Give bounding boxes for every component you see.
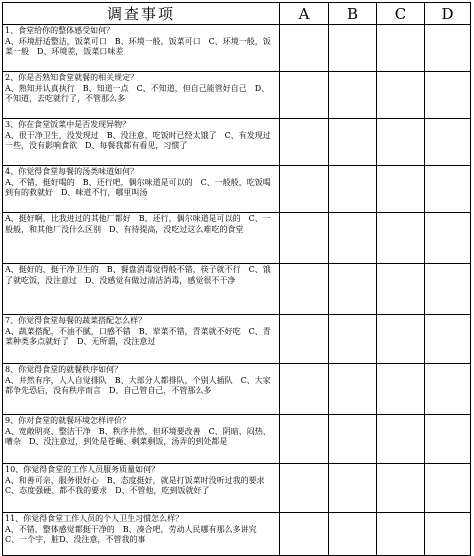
answer-cell-c[interactable] [377,25,425,72]
answer-cell-c[interactable] [377,315,425,364]
table-row [3,513,471,556]
table-row [3,364,471,415]
answer-cell-a[interactable] [280,364,329,415]
answer-cell-a[interactable] [280,513,329,556]
answer-cell-c[interactable] [377,213,425,264]
answer-cell-c[interactable] [377,264,425,315]
question-cell: 3、你在食堂饭菜中是否发现异物？ A、很干净卫生，没发现过 B、没注意，吃饭时已经太饿了 C、有发现过一些，没有影响食欲 D、每餐我都有看见，习惯了 [3,119,280,166]
column-header-c: C [377,3,425,25]
table-row [3,72,471,119]
table-row [3,315,471,364]
survey-table [2,2,471,556]
column-header-d: D [425,3,471,25]
table-row [3,166,471,213]
answer-cell-b[interactable] [329,119,377,166]
table-row [3,213,471,264]
answer-cell-b[interactable] [329,364,377,415]
answer-cell-a[interactable] [280,72,329,119]
table-row [3,119,471,166]
question-cell: 2、你是否熟知食堂就餐的相关规定？ A、熟知并认真执行 B、知道一点 C、不知道，但自己能管好自己 D、不知道，去吃就行了，不管那么多 [3,72,280,119]
question-cell: 11、你觉得食堂工作人员的个人卫生习惯怎么样？ A、不错，整体感觉都挺干净的 B、凑合吧，劳动人民哪有那么多讲究 C、一个字，脏D、没注意，不管我的事 [3,513,280,556]
answer-cell-d[interactable] [425,264,471,315]
answer-cell-c[interactable] [377,415,425,464]
answer-cell-b[interactable] [329,513,377,556]
question-cell: 4、你觉得食堂每餐的汤类味道如何？ A、不错，挺好喝的 B、还行吧，偶尔味道是可以的 C、一般般，吃饭喝到有的救就好 D、味道不行，哪里叫汤 [3,166,280,213]
answer-cell-b[interactable] [329,415,377,464]
answer-cell-d[interactable] [425,166,471,213]
answer-cell-d[interactable] [425,415,471,464]
answer-cell-a[interactable] [280,264,329,315]
table-row [3,25,471,72]
answer-cell-d[interactable] [425,25,471,72]
answer-cell-b[interactable] [329,72,377,119]
answer-cell-b[interactable] [329,464,377,513]
header-row [3,3,471,25]
answer-cell-b[interactable] [329,166,377,213]
answer-cell-d[interactable] [425,364,471,415]
answer-cell-c[interactable] [377,513,425,556]
answer-cell-d[interactable] [425,119,471,166]
table-row [3,415,471,464]
question-cell: 9、你对食堂的就餐环境怎样评价？ A、宽敞明亮、整洁干净 B、秩序井然，但环境要改善 C、阴暗、闷热、嘈杂 D、没注意过，到处是苍蝇、剩菜剩饭，汤弄的到处都是 [3,415,280,464]
answer-cell-b[interactable] [329,264,377,315]
column-header-b: B [329,3,377,25]
answer-cell-a[interactable] [280,213,329,264]
answer-cell-d[interactable] [425,72,471,119]
table-row [3,464,471,513]
question-cell: 10、你觉得食堂的工作人员服务质量如何？ A、和善可亲，服务很好心 B、态度挺好，就是打饭菜时没听过我的要求 C、态度强硬、都不我的要求 D、不管他，吃到饭就好了 [3,464,280,513]
question-cell: A、挺好啊，比我进过的其他厂都好 B、还行，偶尔味道是可以的 C、一般般，和其他厂没什么区别 D、有待提高，没吃过这么难吃的食堂 [3,213,280,264]
survey-title: 调查事项 [3,3,280,25]
column-header-a: A [280,3,329,25]
question-cell: 8、你觉得食堂的就餐秩序如何？ A、井然有序，人人自觉排队 B、大部分人都排队，个别人插队 C、大家都争先恐后，没有秩序而言 D、自己管自己，不管那么多 [3,364,280,415]
answer-cell-c[interactable] [377,119,425,166]
answer-cell-d[interactable] [425,213,471,264]
answer-cell-a[interactable] [280,166,329,213]
answer-cell-a[interactable] [280,315,329,364]
answer-cell-d[interactable] [425,315,471,364]
question-cell: 7、你觉得食堂每餐的蔬菜搭配怎么样？ A、蔬菜搭配，不油不腻，口感不错 B、荤菜不错，青菜就不好吃 C、青菜种类多点就好了 D、无所谓，没注意过 [3,315,280,364]
answer-cell-d[interactable] [425,464,471,513]
question-cell: A、挺好的，挺干净卫生的 B、餐盘消毒觉得般不错，筷子就不行 C、饿了就吃饭，没注意过 D、没感觉有做过清洁消毒，感觉很不干净 [3,264,280,315]
answer-cell-b[interactable] [329,315,377,364]
answer-cell-a[interactable] [280,25,329,72]
answer-cell-a[interactable] [280,119,329,166]
answer-cell-c[interactable] [377,166,425,213]
answer-cell-c[interactable] [377,464,425,513]
answer-cell-b[interactable] [329,25,377,72]
answer-cell-a[interactable] [280,415,329,464]
answer-cell-d[interactable] [425,513,471,556]
answer-cell-c[interactable] [377,72,425,119]
answer-cell-b[interactable] [329,213,377,264]
question-cell: 1、食堂给你的整体感受如何？ A、环境舒适整洁，饭菜可口 B、环境一般，饭菜可口 C、环境一般，饭菜一般 D、环境差，饭菜口味差 [3,25,280,72]
answer-cell-c[interactable] [377,364,425,415]
answer-cell-a[interactable] [280,464,329,513]
table-row [3,264,471,315]
